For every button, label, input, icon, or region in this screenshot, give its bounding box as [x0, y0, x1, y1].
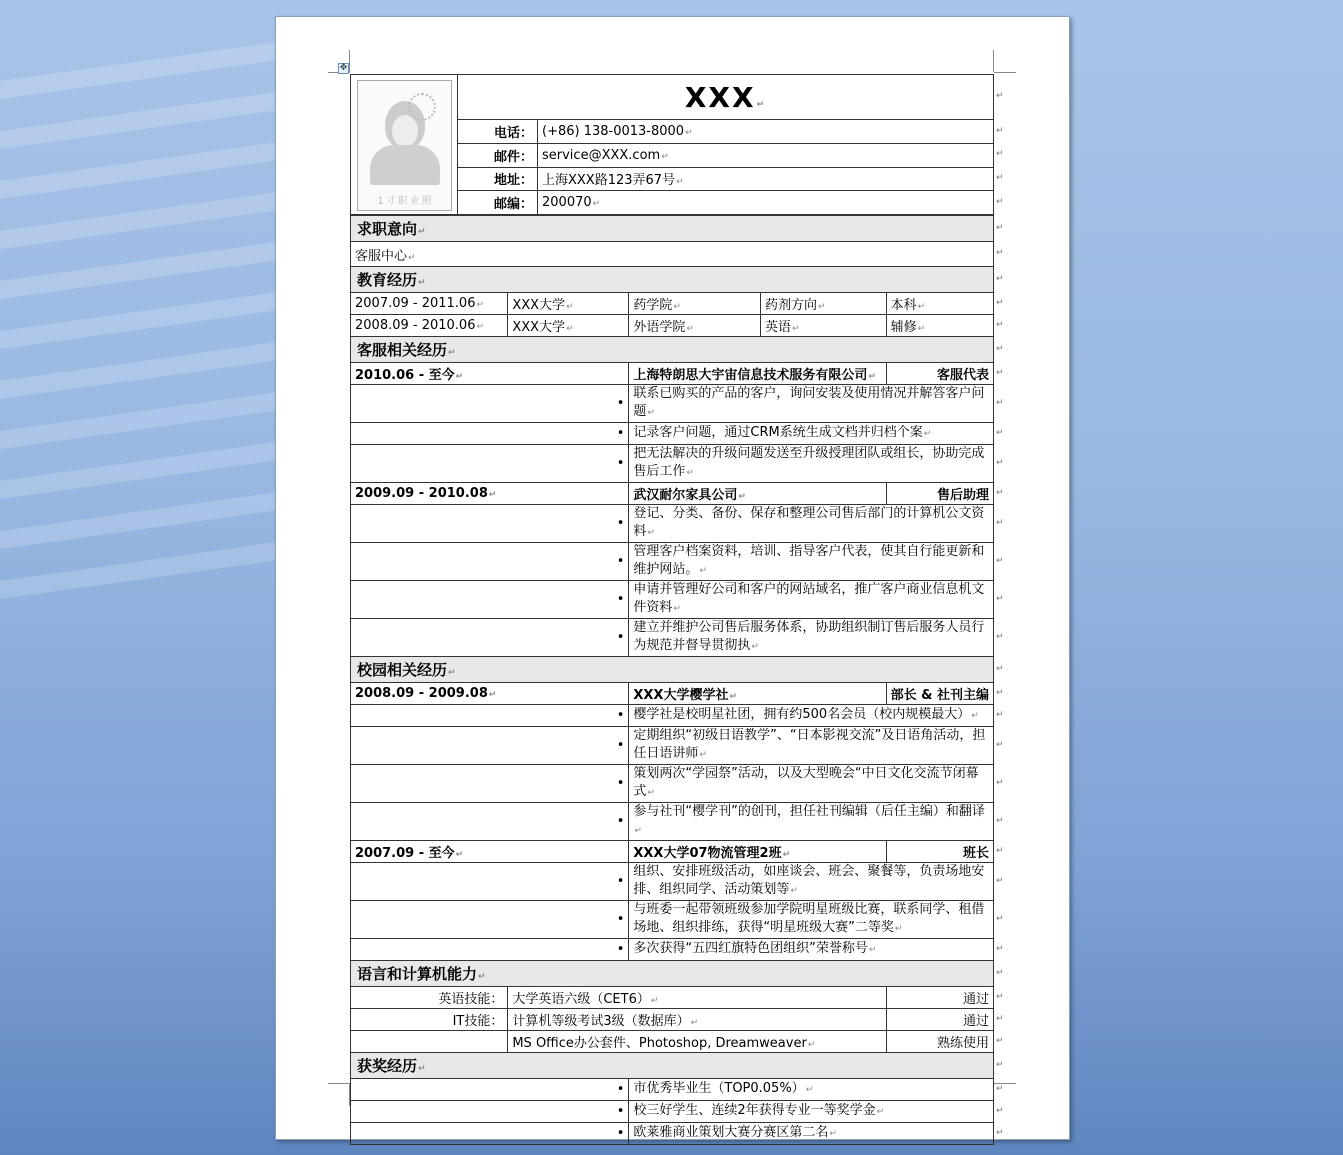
table-row [351, 987, 994, 1009]
education-cell[interactable]: 本科↵ [886, 293, 993, 315]
table-row [351, 841, 994, 863]
bullet-cell: • [351, 901, 629, 939]
bullet-cell: • [351, 765, 629, 803]
row-end-mark: ↵ [996, 196, 1004, 207]
skill-label [351, 1031, 508, 1053]
zipcode-value[interactable]: 200070↵ [538, 191, 994, 215]
table-row [351, 315, 994, 337]
row-end-mark: ↵ [996, 487, 1004, 498]
table-row [351, 363, 994, 385]
row-end-mark: ↵ [996, 297, 1004, 308]
bullet-cell: • [351, 581, 629, 619]
row-end-mark: ↵ [996, 687, 1004, 698]
job-organization[interactable]: 上海特朗思大宇宙信息技术服务有限公司↵ [629, 363, 886, 385]
job-role[interactable]: 售后助理 [886, 483, 993, 505]
bullet-cell: • [351, 1101, 629, 1123]
bullet-cell: • [351, 863, 629, 901]
job-date[interactable]: 2010.06 - 至今↵ [351, 363, 629, 385]
email-value[interactable]: service@XXX.com↵ [538, 143, 994, 167]
job-role[interactable]: 部长 & 社刊主编 [886, 683, 993, 705]
row-end-mark: ↵ [996, 248, 1004, 258]
bullet-cell: • [351, 385, 629, 423]
table-row [351, 293, 994, 315]
row-end-mark: ↵ [996, 815, 1004, 826]
list-item[interactable]: 登记、分类、备份、保存和整理公司售后部门的计算机公文资料↵ [629, 505, 994, 543]
skill-description[interactable]: 计算机等级考试3级（数据库）↵ [508, 1009, 886, 1031]
bullet-cell: • [351, 445, 629, 483]
bullet-cell: • [351, 1079, 629, 1101]
list-item[interactable]: 组织、安排班级活动，如座谈会、班会、聚餐等，负责场地安排、组织同学、活动策划等↵ [629, 863, 994, 901]
header-table [350, 74, 994, 215]
bullet-cell: • [351, 423, 629, 445]
bullet-cell: • [351, 705, 629, 727]
row-end-mark: ↵ [996, 845, 1004, 856]
bullet-cell: • [351, 505, 629, 543]
list-item[interactable]: 欧莱雅商业策划大赛分赛区第二名↵ [629, 1123, 994, 1145]
list-item[interactable]: 与班委一起带领班级参加学院明星班级比赛，联系同学、租借场地、组织排练，获得“明星班级大赛”二等奖↵ [629, 901, 994, 939]
row-end-mark: ↵ [996, 273, 1004, 284]
skill-level[interactable]: 熟练使用 [886, 1031, 993, 1053]
list-item[interactable]: 多次获得“五四红旗特色团组织”荣誉称号↵ [629, 939, 994, 961]
job-date[interactable]: 2009.09 - 2010.08↵ [351, 483, 629, 505]
section-title-campus: 校园相关经历↵ [351, 657, 994, 683]
row-end-mark: ↵ [996, 1083, 1004, 1094]
section-title-education: 教育经历↵ [351, 267, 994, 293]
list-item[interactable]: 市优秀毕业生（TOP0.05%）↵ [629, 1079, 994, 1101]
skill-label: IT技能： [351, 1009, 508, 1031]
skill-label: 英语技能： [351, 987, 508, 1009]
bullet-cell: • [351, 939, 629, 961]
row-end-mark: ↵ [996, 1059, 1004, 1070]
candidate-name[interactable]: XXX↵ [458, 75, 994, 120]
education-cell[interactable]: XXX大学↵ [508, 293, 629, 315]
photo-caption: 1寸职业照 [377, 196, 434, 207]
section-title-work: 客服相关经历↵ [351, 337, 994, 363]
table-row [351, 1009, 994, 1031]
skill-description[interactable]: 大学英语六级（CET6）↵ [508, 987, 886, 1009]
bullet-cell: • [351, 543, 629, 581]
row-end-mark: ↵ [996, 631, 1004, 642]
row-end-mark: ↵ [996, 222, 1004, 233]
job-organization[interactable]: XXX大学樱学社↵ [629, 683, 886, 705]
job-date[interactable]: 2008.09 - 2009.08↵ [351, 683, 629, 705]
bullet-cell: • [351, 803, 629, 841]
skill-description[interactable]: MS Office办公套件、Photoshop, Dreamweaver↵ [508, 1031, 886, 1053]
phone-value[interactable]: (+86) 138-0013-8000↵ [538, 120, 994, 144]
row-end-mark: ↵ [996, 172, 1004, 183]
row-end-mark: ↵ [996, 739, 1004, 750]
education-cell[interactable]: 药剂方向↵ [760, 293, 886, 315]
bullet-cell: • [351, 727, 629, 765]
list-item[interactable]: 参与社刊“樱学刊”的创刊，担任社刊编辑（后任主编）和翻译↵ [629, 803, 994, 841]
row-end-mark: ↵ [996, 913, 1004, 924]
table-move-handle[interactable]: ✥ [339, 63, 348, 73]
list-item[interactable]: 校三好学生、连续2年获得专业一等奖学金↵ [629, 1101, 994, 1123]
job-organization[interactable]: 武汉耐尔家具公司↵ [629, 483, 886, 505]
job-organization[interactable]: XXX大学07物流管理2班↵ [629, 841, 886, 863]
row-end-mark: ↵ [996, 343, 1004, 354]
row-end-mark: ↵ [996, 1127, 1004, 1138]
bullet-cell: • [351, 619, 629, 657]
education-cell[interactable]: 外语学院↵ [629, 315, 761, 337]
row-end-mark: ↵ [996, 517, 1004, 528]
section-title-objective: 求职意向↵ [351, 216, 994, 242]
list-item[interactable]: 樱学社是校明星社团，拥有约500名会员（校内规模最大）↵ [629, 705, 994, 727]
resume-body-table [350, 215, 994, 1145]
list-item[interactable]: 记录客户问题，通过CRM系统生成文档并归档个案↵ [629, 423, 994, 445]
education-cell[interactable]: 英语↵ [760, 315, 886, 337]
row-end-mark: ↵ [996, 1013, 1004, 1024]
list-item[interactable]: 申请并管理好公司和客户的网站域名，推广客户商业信息机文件资料↵ [629, 581, 994, 619]
list-item[interactable]: 策划两次“学园祭”活动，以及大型晚会“中日文化交流节闭幕式↵ [629, 765, 994, 803]
skill-level[interactable]: 通过 [886, 1009, 993, 1031]
table-row [351, 683, 994, 705]
row-end-mark: ↵ [996, 875, 1004, 886]
contact-label: 电话： [458, 120, 538, 144]
row-end-mark: ↵ [996, 777, 1004, 788]
row-end-mark: ↵ [996, 555, 1004, 566]
job-role[interactable]: 班长 [886, 841, 993, 863]
job-date[interactable]: 2007.09 - 至今↵ [351, 841, 629, 863]
row-end-mark: ↵ [996, 1105, 1004, 1116]
bullet-cell: • [351, 1123, 629, 1145]
row-end-mark: ↵ [996, 367, 1004, 378]
list-item[interactable]: 联系已购买的产品的客户，询问安装及使用情况并解答客户问题↵ [629, 385, 994, 423]
row-end-mark: ↵ [996, 91, 1004, 102]
education-cell[interactable]: 2007.09 - 2011.06↵ [351, 293, 508, 315]
row-end-mark: ↵ [996, 663, 1004, 674]
list-item[interactable]: 建立并维护公司售后服务体系，协助组织制订售后服务人员行为规范并督导贯彻执↵ [629, 619, 994, 657]
education-cell[interactable]: 2008.09 - 2010.06↵ [351, 315, 508, 337]
education-cell[interactable]: XXX大学↵ [508, 315, 629, 337]
row-end-mark: ↵ [996, 149, 1004, 160]
row-end-mark: ↵ [996, 397, 1004, 408]
row-end-mark: ↵ [996, 943, 1004, 954]
contact-label: 邮编： [458, 191, 538, 215]
education-cell[interactable]: 药学院↵ [629, 293, 761, 315]
address-value[interactable]: 上海XXX路123弄67号↵ [538, 167, 994, 191]
row-end-mark: ↵ [996, 593, 1004, 604]
section-title-awards: 获奖经历↵ [351, 1053, 994, 1079]
skill-level[interactable]: 通过 [886, 987, 993, 1009]
list-item[interactable]: 把无法解决的升级问题发送至升级授理团队或组长，协助完成售后工作↵ [629, 445, 994, 483]
row-end-mark: ↵ [996, 427, 1004, 438]
contact-label: 地址： [458, 167, 538, 191]
row-end-mark: ↵ [996, 125, 1004, 136]
row-end-mark: ↵ [996, 1035, 1004, 1046]
row-end-mark: ↵ [996, 991, 1004, 1002]
education-cell[interactable]: 辅修↵ [886, 315, 993, 337]
table-row [351, 1031, 994, 1053]
row-end-mark: ↵ [996, 319, 1004, 330]
job-role[interactable]: 客服代表 [886, 363, 993, 385]
resume-document [350, 74, 994, 1145]
row-end-mark: ↵ [996, 967, 1004, 978]
list-item[interactable]: 管理客户档案资料，培训、指导客户代表，使其自行能更新和维护网站。↵ [629, 543, 994, 581]
objective-value[interactable]: 客服中心↵ [351, 242, 994, 267]
profile-photo-placeholder[interactable] [357, 80, 452, 211]
contact-label: 邮件： [458, 143, 538, 167]
photo-cell [351, 75, 458, 215]
table-row [351, 483, 994, 505]
row-end-mark: ↵ [996, 457, 1004, 468]
section-title-skills: 语言和计算机能力↵ [351, 961, 994, 987]
row-end-mark: ↵ [996, 709, 1004, 720]
list-item[interactable]: 定期组织“初级日语教学”、“日本影视交流”及日语角活动，担任日语讲师↵ [629, 727, 994, 765]
